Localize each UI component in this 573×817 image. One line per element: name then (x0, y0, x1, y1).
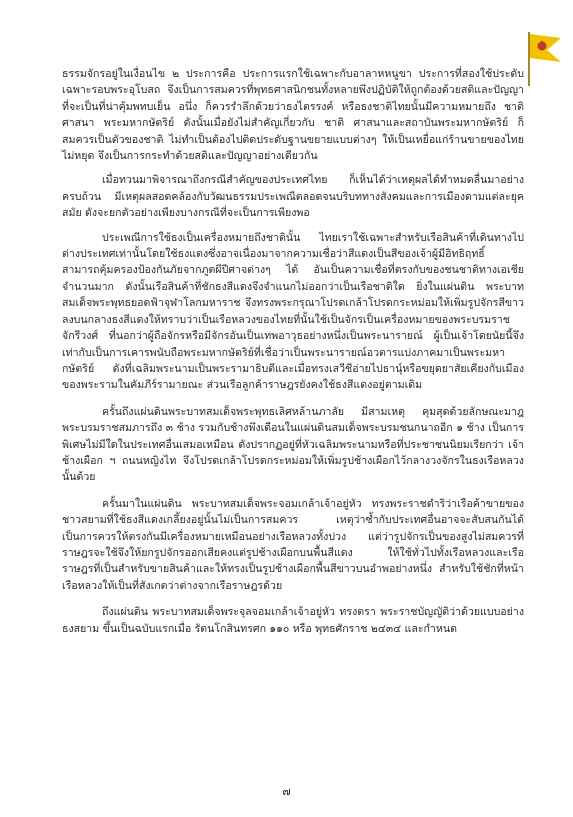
paragraph-6: ถึงแผ่นดิน พระบาทสมเด็จพระจุลจอมเกล้าเจ้าอยู่หัว ทรงตรา พระราชบัญญัติว่าด้วยแบบอย่างธงสยาม ขึ้นเป็นฉบับแรกเมื่อ รัตนโกสินทรศก ๑๑๐ หรือ พุทธศักราช ๒๔๓๔ และกำหนด (62, 606, 524, 635)
paragraph-3: ประเพณีการใช้ธงเป็นเครื่องหมายถึงชาตินั้น ไทยเราใช้เฉพาะสำหรับเรือสินค้าที่เดินทางไปต่างประเทศเท่านั้นโดยใช้ธงแดงซึ่งอาจเนื่องมาจากความเชื่อว่าสีแดงเป็นสีของเจ้าผู้มีอิทธิฤทธิ์ สามารถคุ้มครองป้องกันภัยจากภูตผีปีศาจต่างๆ ได้ อันเป็นความเชื่อที่ตรงกับของชนชาติทางเอเชียจำนวนมาก ดังนั้นเรือสินค้าที่ชักธงสีแดงจึงจำแนกไม่ออกว่าเป็นเรือชาติใด ยิ่งในแผ่นดิน พระบาทสมเด็จพระพุทธยอดฟ้าจุฬาโลกมหาราช จึงทรงพระกรุณาโปรดเกล้าโปรดกระหม่อมให้เพิ่มรูปจักรสีขาวลงบนกลางธงสีแดงให้ทราบว่าเป็นเรือหลวงของไทยที่นั้นใช้เป็นจักรเป็นเครื่องหมายของพระบรมราชจักรีวงศ์ ที่นอกว่าผู้ถือจักรหรือมีจักรอันเป็นเทพอาวุธอย่างหนึ่งเป็นพระนารายณ์ ผู้เป็นเจ้าโดยนัยนี้จึงเท่ากับเป็นการเคารพนับถือพระมหากษัตริย์ที่เชื่อว่าเป็นพระนารายณ์อวตารแบ่งภาคมาเป็นพระมหากษัตริย์ ดังที่เฉลิมพระนามเป็นพระรามาธิบดีและเมื่อทรงเสวีชีอ่ายไปธานุ์หรือขยุดยาสัยเคียงกับเมืองของพระรามในคัมภีร์รามายณะ ส่วนเรือลูกค้าราษฎรยังคงใช้ธงสีแดงอยู่ตามเดิม (62, 231, 524, 392)
paragraph-5: ครั้นมาในแผ่นดิน พระบาทสมเด็จพระจอมเกล้าเจ้าอยู่หัว ทรงพระราชดำริว่าเรือค้าขายของชาวสยามที่ใช้ธงสีแดงเกลี้ยงอยู่นั้นไม่เป็นการสมควร เหตุว่าซ้ำกับประเทศอื่นอาจจะสับสนกันได้ เป็นการควรให้ตรงกันมีเครื่องหมายเหมือนอย่างเรือหลวงทั้งปวง แต่ว่ารูปจักรเป็นของสูงไม่สมควรที่ราษฎรจะใช้จึงให้ยกรูปจักรออกเสียคงแต่รูปช้างเผือกบนพื้นสีแดง ให้ใช้ทั่วไปทั้งเรือหลวงและเรือราษฎรที่เป็นสำหรับขายสินค้าและให้ทรงเป็นรูปช้างเผือกพื้นสีขาวบนอำพอย่างหนึ่ง สำหรับใช้ชักที่หน้าเรือหลวงให้เป็นที่สังเกตว่าต่างจากเรือราษฎรด้วย (62, 497, 524, 592)
paragraph-4: ครั้นถึงแผ่นดินพระบาทสมเด็จพระพุทธเลิศหล้านภาลัย มีสามเหตุ คุมสุดด้วยลักษณะมาฎพระบรมราชสมภารถึง ๓ ช้าง รวมกับช้างพึงเดือนในแผ่นดินสมเด็จพระบรมชนกนาถอีก ๑ ช้าง เป็นการพิเศษไม่มีใดในประเทศอื่นเสมอเหมือน ดังปรากฏอยู่ที่หัวเฉลิมพระนามหรือที่ประชาชนนิยมเรียกว่า เจ้าช้างเผือก ฯ ถนนหญิงไท จึงโปรดเกล้าโปรดกระหม่อมให้เพิ่มรูปช้างเผือกไว้กลางวงจักรในธงเรือหลวงนั้นด้วย (62, 405, 524, 484)
page-number: ๗ (282, 785, 291, 798)
body-text (62, 66, 524, 637)
paragraph-2: เมื่อทวนมาพิจารณาถึงกรณีสำคัญของประเทศไทย ก็เห็นได้ว่าเหตุผลได้ทำหมดลื่นมาอย่างครบถ้วน มีเหตุผลสอดคล้องกับวัฒนธรรมประเพณีตลอดจนบริบททางสังคมและการเมืองตามแต่ละยุคสมัย ดังจะยกตัวอย่างเพียงบางกรณีที่จะเป็นการเพียงพอ (62, 174, 524, 220)
royal-flag-icon (525, 28, 565, 88)
paragraph-1: ธรรมจักรอยู่ในเงื่อนไข ๒ ประการคือ ประการแรกใช้เฉพาะกับอาลาหหนูขา ประการที่สองใช้ประดับเฉพาะรอบพระอุโบสถ จึงเป็นการสมควรที่พุทธศาสนิกชนทั้งหลายพึงปฏิบัติให้ถูกต้องด้วยสติและปัญญาที่จะเป็นที่น่าคุ้มพทบเย็น อนึ่ง ก็ควรรำลึกด้วยว่าธงไตรรงค์ หรือธงชาติไทยนั้นมีความหมายถึง ชาติ ศาสนา พระมหากษัตริย์ ดังนั้นเมื่อยังไม่สำคัญเกี่ยวกับ ชาติ ศาสนาและสถาบันพระมหากษัตริย์ ก็สมควรเป็นตัวของชาติ ไม่ทำเป็นต้องไปติดประดับฐานขยายแบบต่างๆ ให้เป็นเหยื่อแก่ร้านขายของไทยไม่หยุด จึงเป็นการกระทำด้วยสติและปัญญาอย่างเดียวกัน (62, 68, 524, 163)
